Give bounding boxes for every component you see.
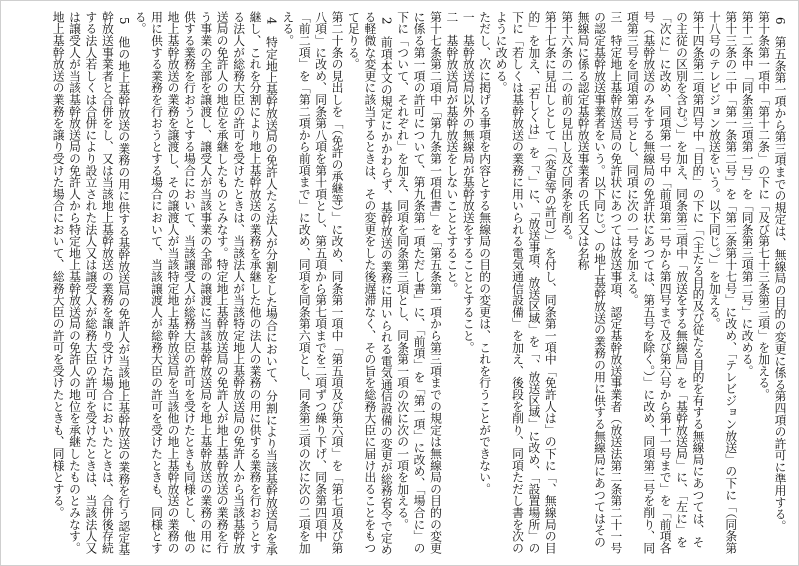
list-item: 二 基幹放送局が基幹放送をしないこととすること。 bbox=[444, 11, 459, 295]
paragraph-4: 4 特定地上基幹放送局の免許人たる法人が分割をした場合において、分割により当該基幹放送局を承継し、これを分割により地上基幹放送の業務を承継した他の法人の業務の用に供する業務を行おうとする法人が総務大臣の許可を受けたときは、当該法人が当該特定地上基幹放送局の免許人から当該基幹放送局の免許人の地位を承継したものとみなす。特定地上基幹放送局の免許人が地上基幹放送の業務を行う事業の全部を譲渡し、譲受人が当該事業の全部の譲渡に当該基幹放送局を地上基幹放送の業務の用に供する業務を行おうとする場合において、当該譲受人が総務大臣の許可を受けたときも同様とし、他の地上基幹放送の業務を譲渡し、その譲渡人が当該特定地上基幹放送局を当該他の地上基幹放送の業務の用に供する業務を行おうとする場合において、当該譲渡人が総務大臣の許可を受けたときも、同様とする。 bbox=[133, 11, 279, 556]
paragraph: 第十四条第二項第四号中「目的」の下に「（主たる目的及び従たる目的を有する無線局にあつては、その主従の区別を含む。）」を加え、同条第三項中「放送をする無線局」を「基幹放送局」に、「左に」を「次に」に改め、同項第一号中「前項第一号から第四号まで及び第六号から第十一号まで」を「前項各号（基幹放送のみをする無線局の免許状にあつては、第五号を除く。）」に改め、同項第二号を削り、同項第三号を同項第二号とし、同項に次の一号を加える。 bbox=[625, 11, 705, 554]
paragraph: ただし、次に掲げる事項を内容とする無線局の目的の変更は、これを行うことができない。 bbox=[477, 11, 492, 495]
paragraph: 第十二条中「同条第三項第一号」を「同条第三項第二号」に改める。 bbox=[740, 11, 755, 377]
list-item: 一 基幹放送局以外の無線局が基幹放送をすることとすること。 bbox=[461, 11, 476, 354]
paragraph: 第十七条第二項中「第九条第一項但書」を「第五条第一項から第三項までの規定は無線局の目的の変更に係る第一項の許可について、第九条第一項ただし書」に、「前項」を「第一項」に改め、「場合に」の下に「ついて、それぞれ」を加え、同項を同条第三項とし、同条第一項の次に次の一項を加える。 bbox=[395, 11, 443, 554]
paragraph: 第十七条に見出しとして「（変更等の許可）」を付し、同条第一項中「免許人は」の下に「、無線局の目的」を加え、「若しくは」を「、」に、「放送事項、放送区域」を「、放送区域」に改め、「設置場所」の下に「若しくは基幹放送の業務に用いられる電気通信設備」を加え、後段を削り、同項ただし書を次のように改める。 bbox=[494, 11, 558, 554]
paragraph: 第十六条の二の前の見出し及び同条を削る。 bbox=[559, 11, 574, 247]
paragraph-2: 2 前項本文の規定にかかわらず、基幹放送の業務に用いられる電気通信設備の変更が総務省令で定める軽微な変更に該当するときは、その変更をした後遅滞なく、その旨を総務大臣に届け出ることをもつて足りる。 bbox=[346, 11, 394, 556]
paragraph-6: 6 第五条第一項から第三項までの規定は、無線局の目的の変更に係る第四項の許可に準用する。 bbox=[773, 16, 787, 532]
paragraph: 第二十条の見出しを「（免許の承継等）」に改め、同条第一項中「第五項及び第六項」を「第七項及び第八項」に改め、同条第八項を第十項とし、第五項から第七項までを二項ずつ繰り下げ、同条第四項中「前二項」を「第二項から前項まで」に改め、同項を同条第六項とし、同条第三項の次に次の二項を加える。 bbox=[280, 11, 345, 554]
vertical-text-body bbox=[50, 11, 788, 559]
paragraph: 第十三条の二中「第一条第二号」を「第二条第十七号」に改め、「テレビジョン放送」の下に「（同条第十八号のテレビジョン放送をいう。以下同じ。）」を加える。 bbox=[707, 11, 738, 554]
paragraph: 第十条第一項中「第十二条」の下に「及び第七十三条第三項」を加える。 bbox=[756, 11, 771, 401]
paragraph-5: 5 他の地上基幹放送の業務の用に供する基幹放送局の免許人が当該地上基幹放送の業務を行う認定基幹放送事業者と合併をし、又は当該地上基幹放送の業務を譲り受けた場合においたときは、合併後存続する法人若しくは合併により設立された法人又は譲受人が総務大臣の許可を受けたときは、当該法人又は譲受人が当該基幹放送局の免許人から特定地上基幹放送局の免許人の地位を承継したものとみなす。地上基幹放送の業務を譲り受けた場合において、総務大臣の許可を受けたときも、同様とする。 bbox=[51, 11, 131, 556]
paragraph: 三 特定地上基幹放送局の免許状にあつては放送事項、認定基幹放送事業者（放送法第二条第二十一号の認定基幹放送事業者をいう。以下同じ。）の地上基幹放送の業務の用に供する無線局にあつてはその無線局に係る認定基幹放送事業者の氏名又は名称 bbox=[576, 11, 623, 554]
